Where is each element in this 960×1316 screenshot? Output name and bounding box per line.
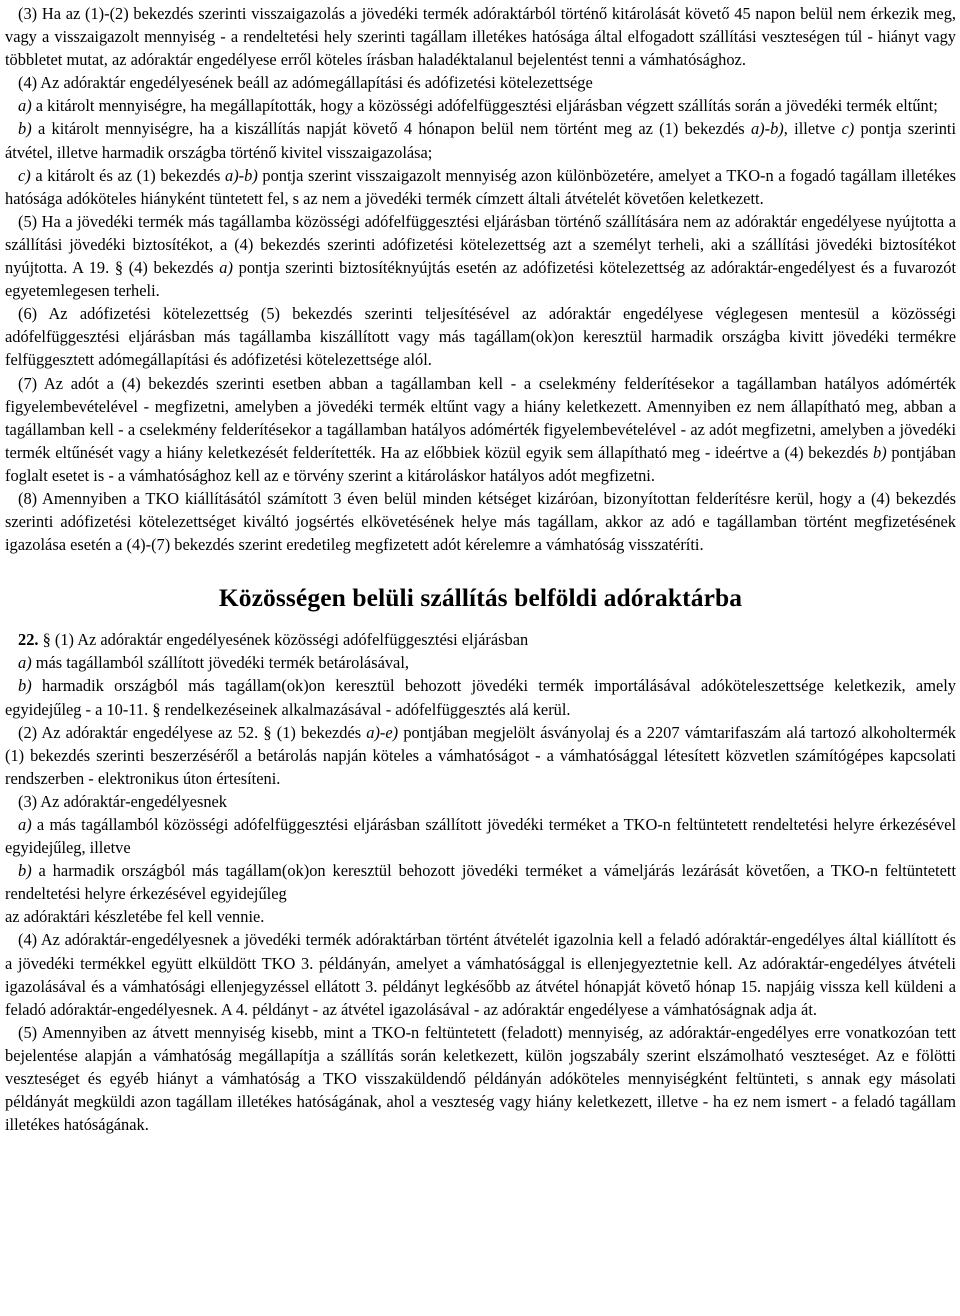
document-page (5, 2, 956, 1136)
paragraph-text: pontja szerinti biztosítéknyújtás esetén az adófizetési kötelezettség az adóraktár-engedélyest és a fuvarozót egyetemlegesen terheli. (5, 258, 957, 301)
point-text: harmadik országból más tagállam(ok)on keresztül behozott jövedéki termék importálásával adóköteleszettsége keletkezik, amely egyidejűleg - a 10-11. § rendelkezéseinek alkalmazásával - adófelfüggesztés alá kerül. (5, 676, 956, 719)
point-marker: a) (18, 815, 32, 834)
point-marker: b) (18, 676, 32, 696)
paragraph-text: § (1) Az adóraktár engedélyesének közösségi adófelfüggesztési eljárásban (38, 630, 529, 650)
paragraph-21-5 (5, 210, 956, 302)
paragraph-22-3-b (5, 859, 956, 905)
point-reference: b) (873, 442, 887, 462)
point-marker: b) (18, 119, 32, 139)
paragraph-22-4: (4) Az adóraktár-engedélyesnek a jövedéki termék adóraktárban történt átvételét igazolnia kell a feladó adóraktár-engedélyes által kiállított és a jövedéki termékkel együtt elküldött TKO 3. példányán, amelyet a vámhatósággal is ellenjegyeztetnie kell. Az adóraktár-engedélyes átvételi igazolásával és a vámhatósági ellenjegyzéssel ellátott 3. példányt legkésőbb az átvétel hónapját követő hónap 15. napjáig vissza kell küldeni a feladó adóraktár-engedélyesnek. A 4. példányt - az átvétel igazolásával - az adóraktár engedélyese a vámhatóságnak adja át. (5, 930, 956, 1019)
paragraph-22-2 (5, 721, 956, 790)
paragraph-21-6: (6) Az adófizetési kötelezettség (5) bekezdés szerinti teljesítésével az adóraktár engedélyese véglegesen mentesül a közösségi adófelfüggesztési eljárásban más tagállamba kiszállított vagy más tagállam(ok)on keresztül harmadik országba kivitt jövedéki termékre felfüggesztett adómegállapítási és adófizetési kötelezettsége alól. (5, 304, 956, 370)
paragraph-text: (7) Az adót a (4) bekezdés szerinti esetben abban a tagállamban kell - a cselekmény felderítésekor a tagállamban hatályos adómérték figyelembevételével - megfizetni, amelyben a jövedéki termék eltűnt vagy a hiány keletkezett. Amennyiben ez nem állapítható meg, abban a tagállamban kell - a cselekmény felderítésekor a tagállamban hatályos adómérték figyelembevételével - az adót megfizetni, amelyben a jövedéki termék eltűnését vagy a hiány keletkezését felderítették. Ha az előbbiek közül egyik sem állapítható meg - ideértve a (4) bekezdés (5, 373, 956, 462)
point-marker: b) (18, 861, 32, 881)
point-text: , illetve (783, 119, 842, 139)
point-text: a más tagállamból közösségi adófelfüggesztési eljárásban szállított jövedéki terméket a TKO-n feltüntetett rendeltetési helyre érkezésével egyidejűleg, illetve (5, 815, 956, 858)
paragraph-text: pontjában foglalt esetet is - a vámhatósághoz kell az e törvény szerint a kitároláskor hatályos adót megfizetni. (5, 442, 957, 485)
paragraph-text: (5) Ha a jövedéki termék más tagállamba közösségi adófelfüggesztési eljárásban történő szállítására nem az adóraktár engedélyese nyújtotta a szállítási jövedéki biztosítékot, a (4) bekezdés szerinti adófizetési kötelezettség azt a személyt terheli, aki a szállítási jövedéki biztosítékot nyújtotta. A 19. § (4) bekezdés (5, 211, 956, 278)
paragraph-21-7 (5, 372, 956, 487)
section-heading: Közösségen belüli szállítás belföldi adóraktárba (218, 583, 743, 613)
point-reference: a)-e) (366, 722, 399, 742)
paragraph-21-4-c (5, 164, 956, 210)
point-reference: a)-b) (750, 119, 784, 139)
paragraph-22-3-closing: az adóraktári készletébe fel kell vennie. (5, 907, 265, 927)
paragraph-22-5: (5) Amennyiben az átvett mennyiség kisebb, mint a TKO-n feltüntetett (feladott) mennyiség, az adóraktár-engedélyes erre vonatkozóan tett bejelentése alapján a vámhatóság megállapítja a szállítás során keletkezett, külön jogszabály szerint elszámolható veszteséget. Az e fölötti veszteséget és egyéb hiányt a vámhatóság a TKO visszaküldendő példányán adóköteles mennyiségként feltünteti, s annak egy másolati példányát megküldi azon tagállam illetékes hatóságának, ahol a veszteség vagy hiány keletkezett, illetve - ha ez nem ismert - a feladó tagállam illetékes hatóságának. (5, 1022, 956, 1135)
point-text: más tagállamból szállított jövedéki termék betárolásával, (31, 653, 409, 673)
point-text: a kitárolt mennyiségre, ha a kiszállítás napját követő 4 hónapon belül nem történt meg az (1) bekezdés (31, 119, 751, 139)
point-marker: a) (18, 653, 32, 673)
paragraph-22-3: (3) Az adóraktár-engedélyesnek (18, 791, 228, 811)
paragraph-21-4: (4) Az adóraktár engedélyesének beáll az adómegállapítási és adófizetési kötelezettsége (18, 73, 593, 93)
point-marker: c) (18, 165, 31, 185)
point-text: a kitárolt és az (1) bekezdés (30, 165, 226, 185)
paragraph-22-1 (5, 628, 956, 651)
paragraph-22-1-b (5, 674, 956, 720)
paragraph-21-4-b (5, 117, 956, 163)
paragraph-21-3: (3) Ha az (1)-(2) bekezdés szerinti visszaigazolás a jövedéki termék adóraktárból történő kitárolását követő 45 napon belül nem érkezik meg, vagy a visszaigazolt mennyiség - a rendeltetési hely szerinti tagállam illetékes hatósága által elfogadott szállítási veszteségen túl - hiányt vagy többletet mutat, az adóraktár engedélyese erről köteles írásban haladéktalanul bejelentést tenni a vámhatósághoz. (5, 4, 956, 70)
paragraph-22-3-a (5, 813, 956, 859)
paragraph-22-1-a (5, 651, 956, 674)
point-marker: a) (18, 96, 32, 116)
point-text: a kitárolt mennyiségre, ha megállapították, hogy a közösségi adófelfüggesztési eljárásban végzett szállítás során a jövedéki termék eltűnt; (31, 96, 938, 116)
paragraph-21-4-a (5, 94, 956, 117)
point-reference: c) (841, 119, 855, 139)
point-text: pontja szerinti átvétel, illetve harmadik országba történő kivitel visszaigazolása; (5, 119, 956, 162)
paragraph-21-8: (8) Amennyiben a TKO kiállításától számított 3 éven belül minden kétséget kizáróan, bizonyítottan felderítésre kerül, hogy a (4) bekezdés szerinti adófizetési kötelezettséget kiváltó jogsértés elkövetésének helye más tagállam, akkor az adó e tagállamban történt megfizetésének igazolása esetén a (4)-(7) bekezdés szerint eredetileg megfizetett adót kérelemre a vámhatóság visszatéríti. (5, 488, 956, 555)
section-number: 22. (18, 630, 39, 650)
paragraph-text: (2) Az adóraktár engedélyese az 52. § (1) bekezdés (18, 722, 367, 742)
point-text: a harmadik országból más tagállam(ok)on keresztül behozott jövedéki terméket a vámeljárás lezárását követően, a TKO-n feltüntetett rendeltetési helyre érkezésével egyidejűleg (5, 861, 956, 904)
point-text: pontja szerint visszaigazolt mennyiség azon különbözetére, amelyet a TKO-n a fogadó tagállam illetékes hatósága adóköteles hiányként tüntetett fel, s az nem a jövedéki termék címzett általi átvételét követően keletkezett. (5, 165, 956, 208)
paragraph-text: pontjában megjelölt ásványolaj és a 2207 vámtarifaszám alá tartozó alkoholtermék (1) bekezdés szerinti beszerzéséről a betárolás napján köteles a vámhatóságot - a vámhatósággal létesített közvetlen számítógépes kapcsolati rendszerben - elektronikus úton értesíteni. (5, 722, 956, 788)
point-reference: a) (219, 258, 233, 278)
point-reference: a)-b) (225, 165, 258, 185)
